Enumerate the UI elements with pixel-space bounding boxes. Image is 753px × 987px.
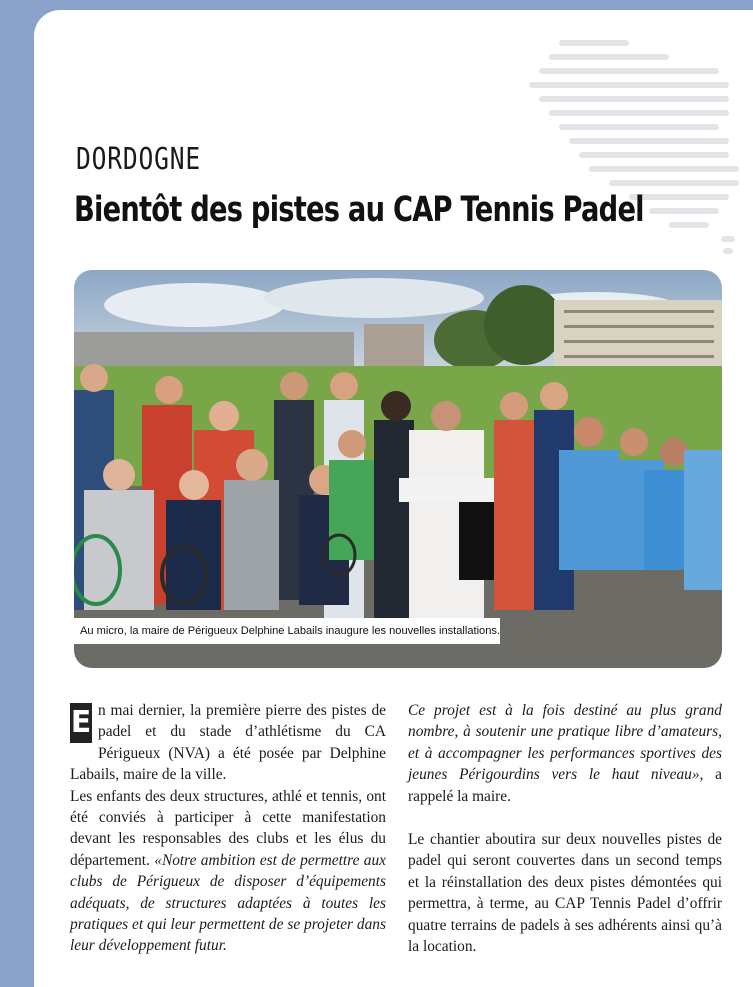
mayor-quote-continued: Ce projet est à la fois destiné au plus grand nombre, à soutenir une pratique libre d’amateurs, et à accompagner les performances sportives des jeunes Périgourdins vers le haut niveau»: [408, 702, 722, 784]
drop-cap: E: [70, 703, 92, 743]
photo-caption: Au micro, la maire de Périgueux Delphine Labails inaugure les nouvelles installations.: [74, 618, 500, 644]
paragraph-children: [70, 786, 386, 957]
quote-attribution: , a rappelé la maire.: [408, 766, 722, 805]
paragraph-intro-text: n mai dernier, la première pierre des pistes de padel et du stade d’athlétisme du CA Périgueux (NVA) a été posée par Delphine Labails, maire de la ville.: [70, 702, 386, 784]
article-photo: [74, 270, 722, 668]
paragraph-children-text: Les enfants des deux structures, athlé et tennis, ont été conviés à participer à cette manifestation devant les responsables des clubs et les élus du département.: [70, 787, 386, 869]
magazine-page: [34, 10, 753, 987]
article-column-right: [408, 700, 722, 957]
article-headline: Bientôt des pistes au CAP Tennis Padel: [74, 190, 644, 230]
paragraph-quote: [408, 700, 722, 807]
mayor-quote-start: «Notre ambition est de permettre aux clubs de Périgueux de disposer d’équipements adéquats, de structures adaptées à toutes les pratiques et qui leur permettent de se projeter dans leur développement futur.: [70, 851, 386, 955]
section-kicker: DORDOGNE: [76, 142, 202, 177]
paragraph-construction: Le chantier aboutira sur deux nouvelles pistes de padel qui seront couvertes dans un second temps et la réinstallation des deux pistes démontées qui permettra, à terme, au CAP Tennis Padel d’offrir quatre terrains de padels à ses adhérents ainsi qu’à la location.: [408, 831, 722, 956]
article-column-left: [70, 700, 386, 957]
paragraph-intro: [70, 700, 386, 786]
